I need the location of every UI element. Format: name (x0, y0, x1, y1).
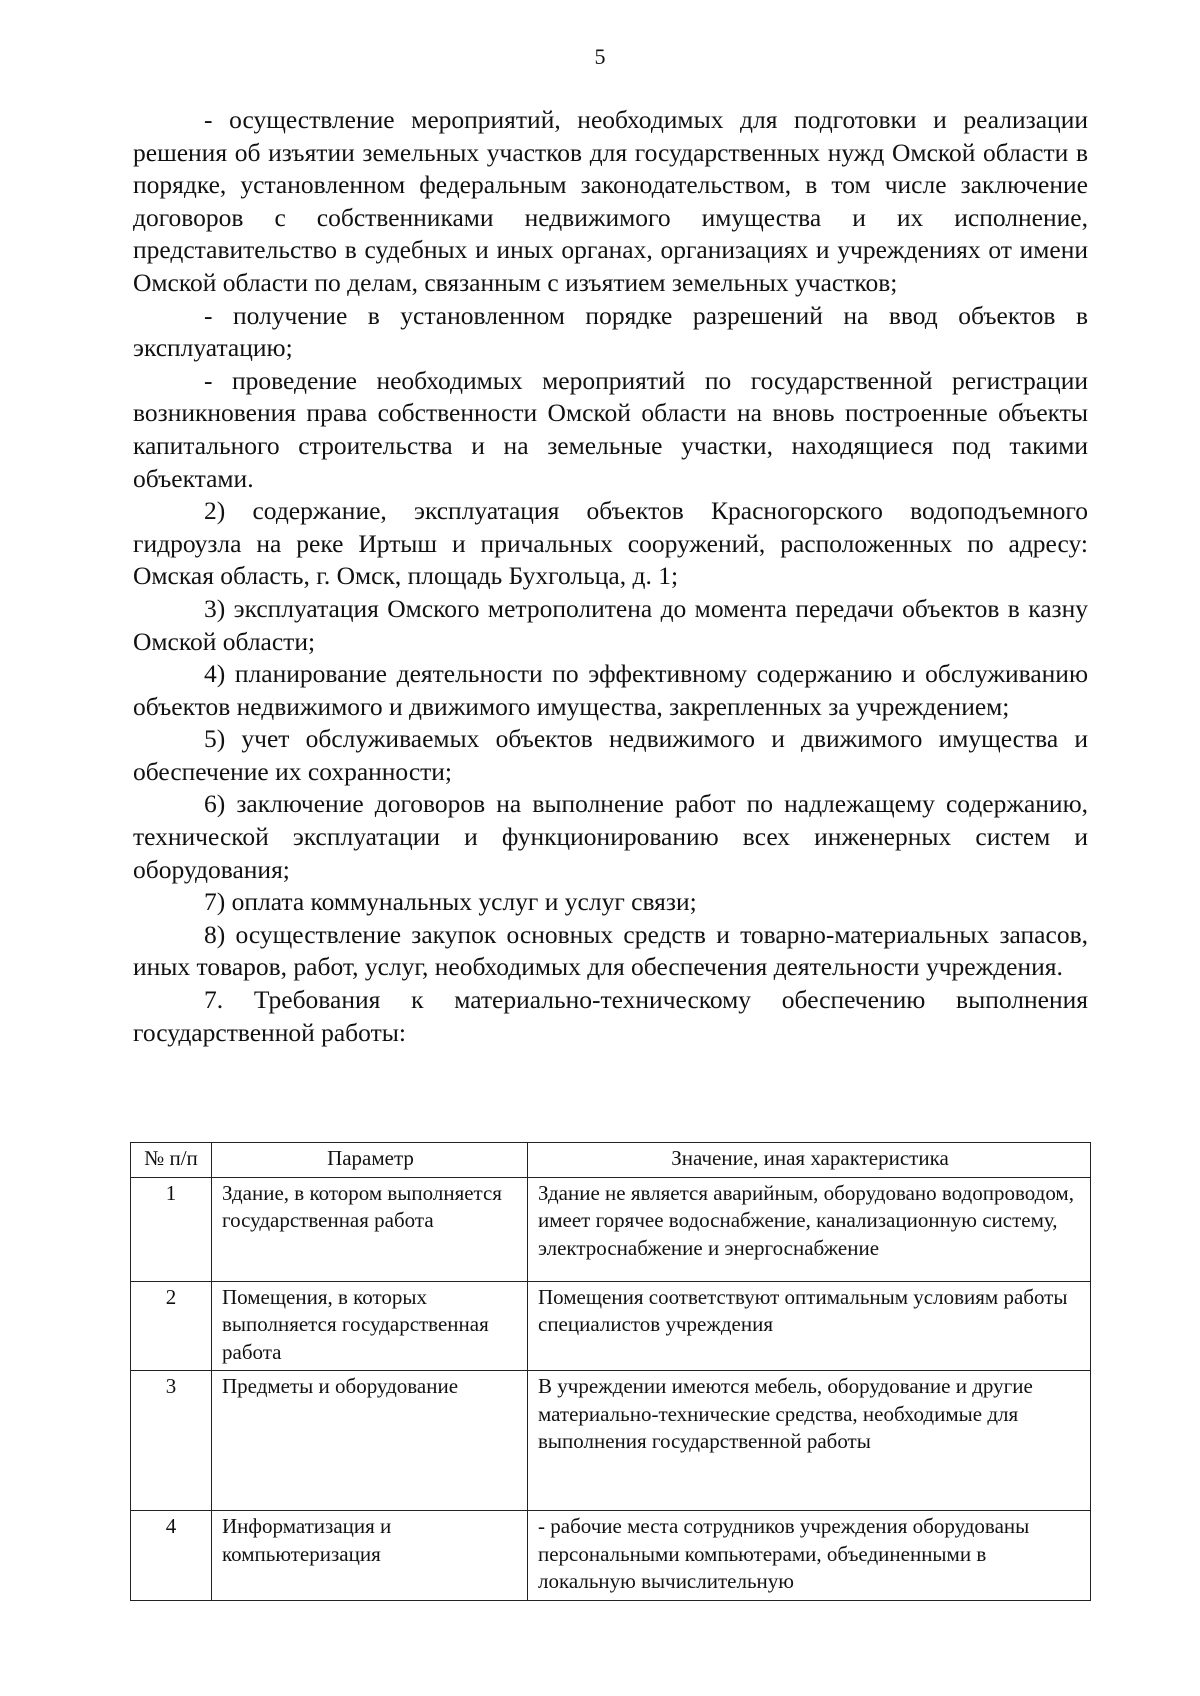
paragraph-item-5: 5) учет обслуживаемых объектов недвижимого и движимого имущества и обеспечение их сохранности; (133, 724, 1088, 786)
paragraph-item-8: 8) осуществление закупок основных средств и товарно-материальных запасов, иных товаров, работ, услуг, необходимых для обеспечения деятельности учреждения. (133, 919, 1088, 982)
table-row (131, 1511, 1091, 1601)
row-parameter: Предметы и оборудование (212, 1371, 528, 1511)
header-number: № п/п (131, 1143, 212, 1178)
section-heading: 7. Требования к материально-техническому обеспечению выполнения государственной работы: (133, 985, 1088, 1047)
header-parameter: Параметр (212, 1143, 528, 1178)
table-header-row (131, 1143, 1091, 1178)
paragraph-item-4: 4) планирование деятельности по эффективному содержанию и обслуживанию объектов недвижимого и движимого имущества, закрепленных за учреждением; (133, 659, 1088, 721)
row-parameter: Информатизация и компьютеризация (212, 1511, 528, 1601)
paragraph-item-2: 2) содержание, эксплуатация объектов Красногорского водоподъемного гидроузла на реке Иртыш и причальных сооружений, расположенных по адресу: Омская область, г. Омск, площадь Бухгольца, д. 1; (133, 496, 1088, 591)
paragraph-ownership-registration: - проведение необходимых мероприятий по государственной регистрации возникновения права собственности Омской области на вновь построенные объекты капитального строительства и на земельные участки, находящиеся под такими объектами. (133, 365, 1088, 493)
row-number: 3 (131, 1371, 212, 1511)
header-value: Значение, иная характеристика (528, 1143, 1091, 1178)
row-number: 4 (131, 1511, 212, 1601)
paragraph-item-6: 6) заключение договоров на выполнение работ по надлежащему содержанию, технической эксплуатации и функционированию всех инженерных систем и оборудования; (133, 789, 1088, 884)
row-parameter: Помещения, в которых выполняется государственная работа (212, 1281, 528, 1371)
row-value: В учреждении имеются мебель, оборудование и другие материально-технические средства, необходимые для выполнения государственной работы (528, 1371, 1091, 1511)
requirements-table (130, 1142, 1091, 1601)
paragraph-item-3: 3) эксплуатация Омского метрополитена до момента передачи объектов в казну Омской области; (133, 593, 1088, 656)
page-number: 5 (594, 44, 606, 69)
row-number: 2 (131, 1281, 212, 1371)
paragraph-commissioning-permits: - получение в установленном порядке разрешений на ввод объектов в эксплуатацию; (133, 300, 1088, 363)
row-parameter: Здание, в котором выполняется государственная работа (212, 1177, 528, 1281)
table-row (131, 1371, 1091, 1511)
row-number: 1 (131, 1177, 212, 1281)
table-row (131, 1281, 1091, 1371)
row-value: Здание не является аварийным, оборудовано водопроводом, имеет горячее водоснабжение, канализационную систему, электроснабжение и энергоснабжение (528, 1177, 1091, 1281)
paragraph-land-seizure: - осуществление мероприятий, необходимых для подготовки и реализации решения об изъятии земельных участков для государственных нужд Омской области в порядке, установленном федеральным законодательством, в том числе заключение договоров с собственниками недвижимого имущества и их исполнение, представительство в судебных и иных органах, организациях и учреждениях от имени Омской области по делам, связанным с изъятием земельных участков; (133, 105, 1088, 297)
table-row (131, 1177, 1091, 1281)
paragraph-item-7: 7) оплата коммунальных услуг и услуг связи; (204, 887, 697, 917)
row-value: - рабочие места сотрудников учреждения оборудованы персональными компьютерами, объединенными в локальную вычислительную (528, 1511, 1091, 1601)
document-body (133, 104, 1088, 1049)
row-value: Помещения соответствуют оптимальным условиям работы специалистов учреждения (528, 1281, 1091, 1371)
